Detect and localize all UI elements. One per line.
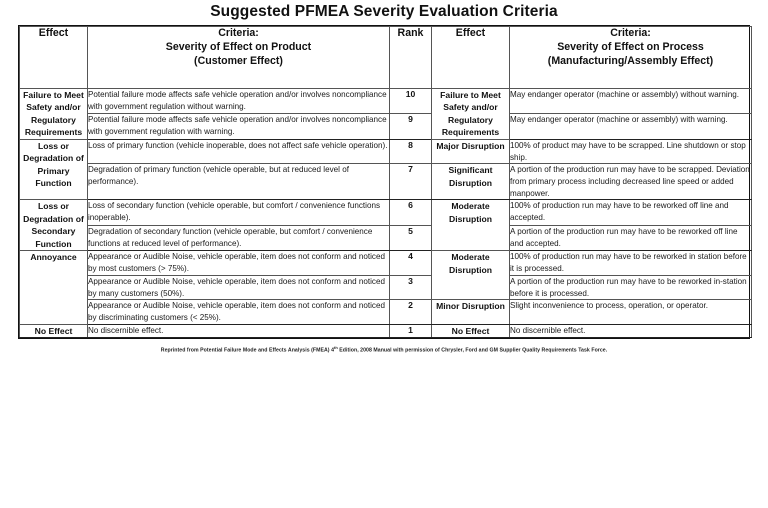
cell-process-criteria: 100% of product may have to be scrapped. Line shutdown or stop ship. [510, 139, 752, 163]
severity-criteria-table [19, 26, 752, 338]
cell-rank: 6 [390, 200, 432, 225]
table-row [20, 300, 752, 324]
cell-process-criteria: 100% of production run may have to be reworked in station before it is processed. [510, 251, 752, 275]
table-row [20, 324, 752, 337]
header-criteria-product-line3: (Customer Effect) [194, 54, 283, 67]
table-row [20, 139, 752, 163]
footnote-part2: Edition, 2008 Manual with permission of Chrysler, Ford and GM Supplier Quality Requirements Task Force. [337, 347, 608, 354]
cell-product-effect: No Effect [20, 324, 88, 337]
table-header [20, 27, 752, 89]
header-row [20, 27, 752, 89]
cell-process-criteria: A portion of the production run may have to be reworked in-station before it is processed. [510, 275, 752, 299]
cell-process-effect: Moderate Disruption [432, 200, 510, 251]
cell-rank: 4 [390, 251, 432, 275]
cell-process-effect: Significant Disruption [432, 164, 510, 200]
cell-product-criteria: No discernible effect. [88, 324, 390, 337]
cell-rank: 10 [390, 89, 432, 114]
header-criteria-product-line2: Severity of Effect on Product [165, 40, 312, 53]
cell-rank: 5 [390, 225, 432, 250]
cell-product-criteria: Appearance or Audible Noise, vehicle operable, item does not conform and noticed by many customers (50%). [88, 275, 390, 299]
cell-rank: 3 [390, 275, 432, 299]
table-row [20, 200, 752, 225]
header-criteria-process [510, 27, 752, 89]
cell-process-effect: Moderate Disruption [432, 251, 510, 300]
table-row [20, 225, 752, 250]
header-criteria-product-line1: Criteria: [218, 27, 259, 39]
cell-product-criteria: Loss of primary function (vehicle inoperable, does not affect safe vehicle operation). [88, 139, 390, 163]
header-criteria-process-line1: Criteria: [610, 27, 651, 39]
cell-process-criteria: May endanger operator (machine or assembly) with warning. [510, 114, 752, 139]
cell-product-criteria: Degradation of primary function (vehicle operable, but at reduced level of performance). [88, 164, 390, 200]
header-criteria-process-line3: (Manufacturing/Assembly Effect) [547, 54, 714, 67]
table-row [20, 275, 752, 299]
cell-product-effect: Failure to Meet Safety and/or Regulatory Requirements [20, 89, 88, 140]
cell-product-effect: Loss or Degradation of Secondary Function [20, 200, 88, 251]
cell-process-criteria: A portion of the production run may have to be reworked off line and accepted. [510, 225, 752, 250]
cell-process-effect: Failure to Meet Safety and/or Regulatory Requirements [432, 89, 510, 140]
header-criteria-product [88, 27, 390, 89]
cell-product-criteria: Loss of secondary function (vehicle operable, but comfort / convenience functions inoperable). [88, 200, 390, 225]
footnote-part1: Reprinted from Potential Failure Mode and Effects Analysis (FMEA) 4 [160, 347, 334, 354]
footnote-ordinal-suffix: th [334, 345, 338, 351]
cell-process-criteria: A portion of the production run may have to be scrapped. Deviation from primary process including decreased line speed or added manpower. [510, 164, 752, 200]
cell-process-criteria: May endanger operator (machine or assembly) without warning. [510, 89, 752, 114]
cell-rank: 1 [390, 324, 432, 337]
table-body [20, 89, 752, 338]
cell-process-criteria: Slight inconvenience to process, operation, or operator. [510, 300, 752, 324]
cell-product-effect: Loss or Degradation of Primary Function [20, 139, 88, 200]
table-row [20, 251, 752, 275]
cell-product-criteria: Degradation of secondary function (vehicle operable, but comfort / convenience functions at reduced level of performance). [88, 225, 390, 250]
cell-product-criteria: Appearance or Audible Noise, vehicle operable, item does not conform and noticed by discriminating customers (< 25%). [88, 300, 390, 324]
table-row [20, 89, 752, 114]
table-row [20, 114, 752, 139]
table-row [20, 164, 752, 200]
cell-product-criteria: Potential failure mode affects safe vehicle operation and/or involves noncompliance with government regulation with warning. [88, 114, 390, 139]
cell-product-effect: Annoyance [20, 251, 88, 324]
header-effect-product: Effect [20, 27, 88, 89]
cell-rank: 2 [390, 300, 432, 324]
cell-process-effect: Minor Disruption [432, 300, 510, 324]
cell-process-effect: Major Disruption [432, 139, 510, 163]
header-criteria-process-line2: Severity of Effect on Process [557, 40, 704, 53]
page-title: Suggested PFMEA Severity Evaluation Criteria [210, 3, 558, 20]
cell-rank: 9 [390, 114, 432, 139]
header-effect-process: Effect [432, 27, 510, 89]
cell-rank: 8 [390, 139, 432, 163]
cell-process-effect: No Effect [432, 324, 510, 337]
severity-criteria-table-wrapper [18, 25, 750, 339]
cell-process-criteria: 100% of production run may have to be reworked off line and accepted. [510, 200, 752, 225]
source-footnote [0, 339, 768, 354]
cell-product-criteria: Appearance or Audible Noise, vehicle operable, item does not conform and noticed by most customers (> 75%). [88, 251, 390, 275]
header-rank: Rank [390, 27, 432, 89]
cell-product-criteria: Potential failure mode affects safe vehicle operation and/or involves noncompliance with government regulation without warning. [88, 89, 390, 114]
cell-process-criteria: No discernible effect. [510, 324, 752, 337]
cell-rank: 7 [390, 164, 432, 200]
